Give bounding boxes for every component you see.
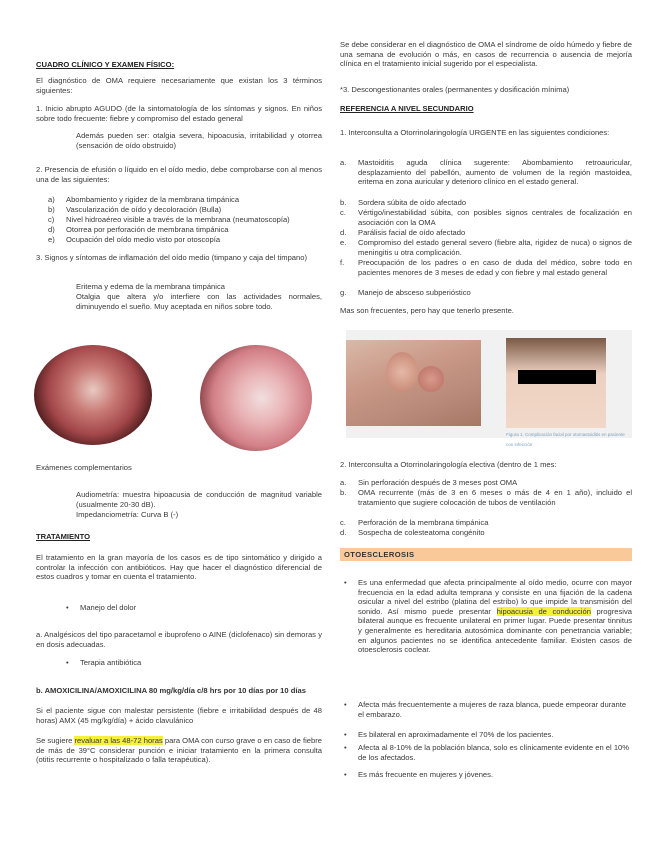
photo-child-face — [506, 338, 606, 428]
paragraph: El diagnóstico de OMA requiere necesariamente que existan los 3 términos siguientes: — [36, 76, 322, 95]
figure-caption: Figura 1. Complicación facial por otomastoiditis en paciente con infección — [506, 432, 625, 447]
paragraph: *3. Descongestionantes orales (permanentes y dosificación mínima) — [340, 85, 570, 94]
highlight: revaluar a las 48-72 horas — [74, 736, 163, 745]
list-item: e) Ocupación del oído medio visto por otoscopía — [48, 235, 221, 244]
otoscopy-image-right — [200, 345, 312, 451]
bullet-item: • Afecta al 8-10% de la población blanca, solo es clínicamente evidente en el 10% de los afectados. — [344, 743, 630, 762]
list-item: a. Mastoiditis aguda clínica sugerente: Abombamiento retroauricular, desplazamiento del pabellón, aumento de volumen de la región mastoidea, eritema en zona auricular y deterioro clínico en el estado general. — [340, 158, 632, 187]
photo-ear-swelling — [346, 340, 481, 426]
privacy-bar — [518, 370, 596, 384]
list-item: a. Sin perforación después de 3 meses post OMA — [340, 478, 518, 487]
bullet-item: • Afecta más frecuentemente a mujeres de raza blanca, puede empeorar durante el embarazo. — [344, 700, 627, 719]
list-item: c. Vértigo/inestabilidad súbita, con posibles signos centrales de focalización en asociación con la OMA — [340, 208, 632, 227]
paragraph: 2. Presencia de efusión o líquido en el oído medio, debe comprobarse con al menos una de las siguientes: — [36, 165, 322, 184]
list-item: a) Abombamiento y rigidez de la membrana timpánica — [48, 195, 240, 204]
list-item: g. Manejo de absceso subperióstico — [340, 288, 471, 297]
paragraph: Si el paciente sigue con malestar persistente (fiebre e irritabilidad después de 48 horas) AMX (45 mg/kg/día) + ácido clavulánico — [36, 706, 322, 725]
bullet-item: • Es bilateral en aproximadamente el 70% de los pacientes. — [344, 730, 554, 739]
list-item: b. Sordera súbita de oído afectado — [340, 198, 467, 207]
paragraph: 3. Signos y síntomas de inflamación del oído medio (timpano y caja del timpano) — [36, 253, 307, 262]
paragraph: Se debe considerar en el diagnóstico de OMA el síndrome de oído húmedo y fiebre de una semana de evolución o más, en casos de recurrencia o ausencia de mejoría clínica en el tratamiento inicial sugerido por el especialista. — [340, 40, 632, 69]
section-heading-treatment: TRATAMIENTO — [36, 532, 90, 541]
bullet-item: • Es una enfermedad que afecta principalmente al oído medio, ocurre con mayor frecuencia en la edad adulta temprana y consiste en una fijación de la cadena osicular a nivel del estribo (platina del estribo) lo que impide la transmisión del sonido. Así mismo puede presentar hipoacusia de conducción progresiva bilateral aunque es frecuente unilateral en primer lugar. Puede presentar tinnitus y generalmente es hereditaria autosómica dominante con penetrancia variable; en algunos pacientes no se identifica antecedente familiar. Existen casos de otoesclerosis coclear. — [344, 578, 632, 655]
paragraph-dosage: b. AMOXICILINA/AMOXICILINA 80 mg/kg/día c/8 hrs por 10 días por 10 días — [36, 686, 306, 695]
bullet-item: • Manejo del dolor — [66, 603, 137, 612]
indented-paragraph: Audiometría: muestra hipoacusia de conducción de magnitud variable (usualmente 20-30 dB). — [76, 490, 322, 509]
list-item: c. Perforación de la membrana timpánica — [340, 518, 489, 527]
list-item: d. Sospecha de colesteatoma congénito — [340, 528, 485, 537]
section-heading-clinical: CUADRO CLÍNICO Y EXAMEN FÍSICO: — [36, 60, 175, 69]
indented-paragraph: Además pueden ser: otalgia severa, hipoacusia, irritabilidad y otorrea (sensación de oído obstruido) — [76, 131, 322, 150]
indented-paragraph: Otalgia que altera y/o interfiere con las actividades normales, diminuyendo el sueño. Muy aceptada en niños sobre todo. — [76, 292, 322, 311]
list-item: b. OMA recurrente (más de 3 en 6 meses o más de 4 en 1 año), incluido el tratamiento que sugiere colocación de tubos de ventilación — [340, 488, 632, 507]
list-item: b) Vascularización de oído y decoloración (Bulla) — [48, 205, 222, 214]
list-item: f. Preocupación de los padres o en caso de duda del médico, sobre todo en pacientes menores de 3 meses de edad y con fiebre y mal estado general — [340, 258, 632, 277]
bullet-item: • Terapia antibiótica — [66, 658, 142, 667]
list-item: e. Compromiso del estado general severo (fiebre alta, rigidez de nuca) o signos de meningitis u otra complicación. — [340, 238, 632, 257]
section-heading-referral: REFERENCIA A NIVEL SECUNDARIO — [340, 104, 474, 113]
exam-label: Exámenes complementarios — [36, 463, 132, 472]
otoscopy-image-left — [34, 345, 152, 445]
list-item: c) Nivel hidroaéreo visible a través de la membrana (neumatoscopía) — [48, 215, 290, 224]
bullet-item: • Es más frecuente en mujeres y jóvenes. — [344, 770, 494, 779]
paragraph: Mas son frecuentes, pero hay que tenerlo presente. — [340, 306, 514, 315]
section-heading-otosclerosis: OTOESCLEROSIS — [344, 550, 415, 559]
indented-line: Impedanciometría: Curva B (-) — [76, 510, 179, 519]
paragraph: a. Analgésicos del tipo paracetamol e ibuprofeno o AINE (diclofenaco) sin demoras y en dosis adecuadas. — [36, 630, 322, 649]
paragraph: 2. Interconsulta a Otorrinolaringología electiva (dentro de 1 mes: — [340, 460, 557, 469]
indented-line: Eritema y edema de la membrana timpánica — [76, 282, 225, 291]
paragraph: El tratamiento en la gran mayoría de los casos es de tipo sintomático y dirigido a controlar la infección con antibióticos. Hay que hacer el diagnóstico diferencial de estos cuadros y tomar en cuenta el tratamiento. — [36, 553, 322, 582]
list-item: d) Otorrea por perforación de membrana timpánica — [48, 225, 229, 234]
figure — [346, 330, 632, 447]
paragraph-highlighted: Se sugiere revaluar a las 48-72 horas para OMA con curso grave o en caso de fiebre de más de 39°C considerar punción e iniciar tratamiento en la primera consulta (otitis recurrente o hospitalizado o falla terapéutica). — [36, 736, 322, 765]
list-item: d. Parálisis facial de oído afectado — [340, 228, 466, 237]
highlight: hipoacusia de conducción — [496, 606, 591, 616]
paragraph: 1. Interconsulta a Otorrinolaringología URGENTE en las siguientes condiciones: — [340, 128, 610, 137]
paragraph: 1. Inicio abrupto AGUDO (de la sintomatología de los síntomas y signos. En niños sobre todo frecuente: fiebre y compromiso del estado general — [36, 104, 322, 123]
